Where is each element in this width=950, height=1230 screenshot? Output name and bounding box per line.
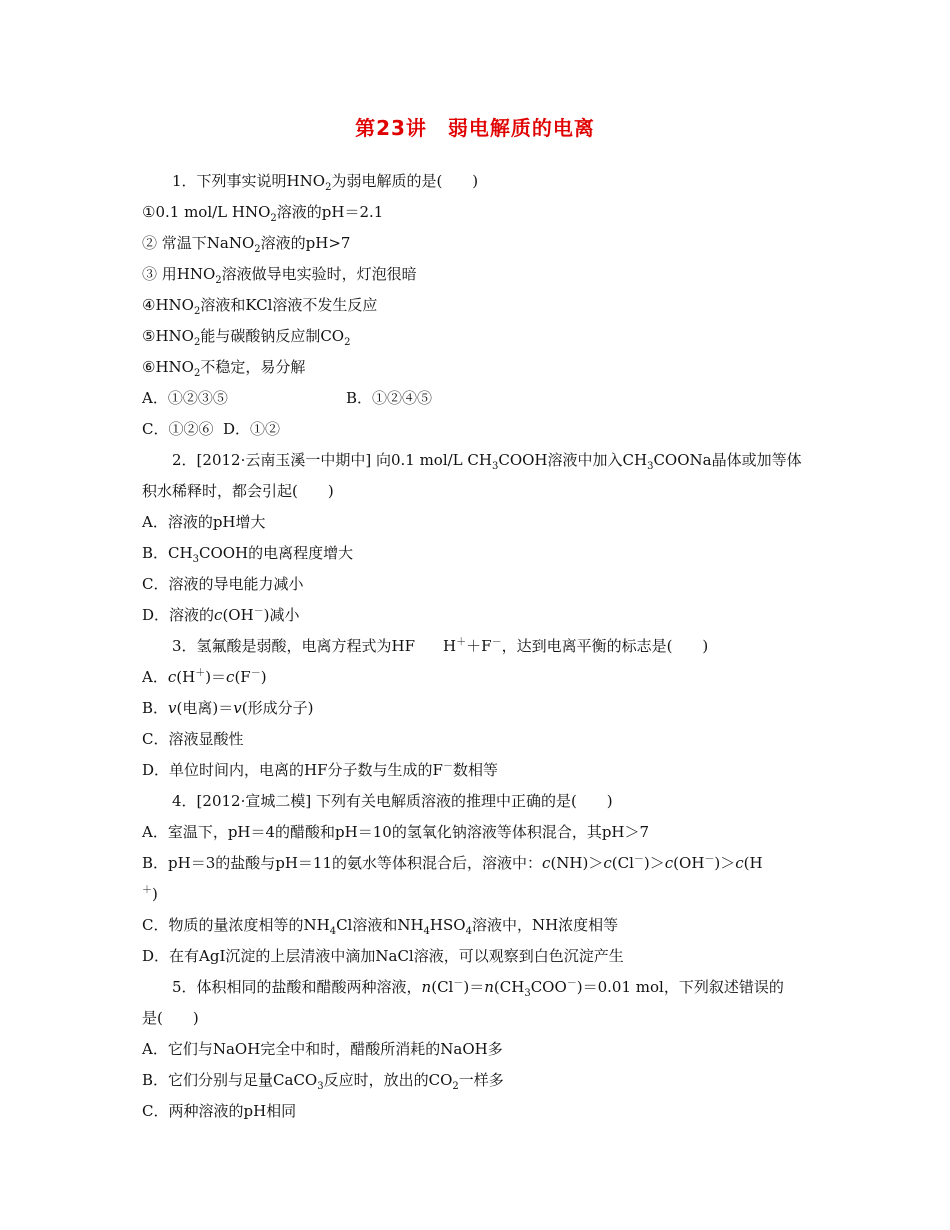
question-4-option-c: C．物质的量浓度相等的$NH_4Cl$溶液和$NH_4HSO_4$溶液中，NH浓度相等 [142,916,619,937]
question-2-option-c: C．溶液的导电能力减小 [142,575,304,593]
question-2-option-a: A．溶液的pH增大 [142,513,266,531]
question-2-stem-continued: 积水稀释时，都会引起( ) [142,482,334,500]
question-4-stem: 4．[2012·宣城二模] 下列有关电解质溶液的推理中正确的是( ) [172,792,613,810]
question-2-stem: 2．[2012·云南玉溪一中期中] 向0.1 mol/L $CH_3COOH$溶液中加入$CH_3COONa$晶体或加等体 [172,451,802,472]
question-5-option-a: A．它们与NaOH完全中和时，醋酸所消耗的NaOH多 [142,1040,503,1058]
question-1-statement-6: $⑥HNO_2$不稳定，易分解 [142,358,306,379]
question-1-statement-4: $④HNO_2$溶液和KCl溶液不发生反应 [142,296,378,317]
question-3-option-d: D．单位时间内，电离的HF分子数与生成的F－数相等 [142,761,498,779]
question-2-option-b: B．$CH_3COOH$的电离程度增大 [142,544,354,565]
question-3-option-a: A．c(H＋)＝c(F－) [142,668,267,686]
question-3-option-b: B．v(电离)＝v(形成分子) [142,699,314,717]
question-2-option-d: D．溶液的c(OH－)减小 [142,606,300,624]
question-4-option-d: D．在有AgI沉淀的上层清液中滴加NaCl溶液，可以观察到白色沉淀产生 [142,947,624,965]
question-4-option-b-continued: ＋) [142,885,158,903]
question-1-options-cd [142,414,808,445]
question-1-statement-5: $⑤HNO_2$能与碳酸钠反应制$CO_2$ [142,327,351,348]
question-5-option-b: B．它们分别与足量CaCO$_3$反应时，放出的$CO_2$一样多 [142,1071,504,1092]
question-5-option-c: C．两种溶液的pH相同 [142,1102,297,1120]
page-title: 第23讲 弱电解质的电离 [355,116,595,140]
question-4-option-b: B．pH＝3的盐酸与pH＝11的氨水等体积混合后，溶液中：c(NH)＞c(Cl－)＞c(OH－)＞c(H [142,854,763,872]
question-1-options-ab [142,383,808,414]
option-a: A．①②③⑤ [142,389,228,407]
option-b: B．①②④⑤ [346,389,433,407]
question-1-stem: 1．下列事实说明$HNO_2$为弱电解质的是( ) [172,172,479,193]
question-1-statement-3: ③ 用$HNO_2$溶液做导电实验时，灯泡很暗 [142,265,417,286]
question-list [142,166,808,1127]
question-1-statement-1: ①0.1 mol/L $HNO_2$溶液的pH＝2.1 [142,203,384,224]
option-c: C．①②⑥ [142,420,214,438]
question-3-option-c: C．溶液显酸性 [142,730,244,748]
question-1-statement-2: ② 常温下NaNO$_2$溶液的pH>7 [142,234,351,255]
question-5-stem: 5．体积相同的盐酸和醋酸两种溶液，$n(Cl^-)=n(CH_3COO^-)=0.01$ mol，下列叙述错误的 [172,978,784,999]
question-3-stem: 3．氢氟酸是弱酸，电离方程式为HF H＋＋F－，达到电离平衡的标志是( ) [172,637,709,655]
option-d: D．①② [223,420,281,438]
question-5-stem-continued: 是( ) [142,1009,199,1027]
question-4-option-a: A．室温下，pH＝4的醋酸和pH＝10的氢氧化钠溶液等体积混合，其pH＞7 [142,823,650,841]
